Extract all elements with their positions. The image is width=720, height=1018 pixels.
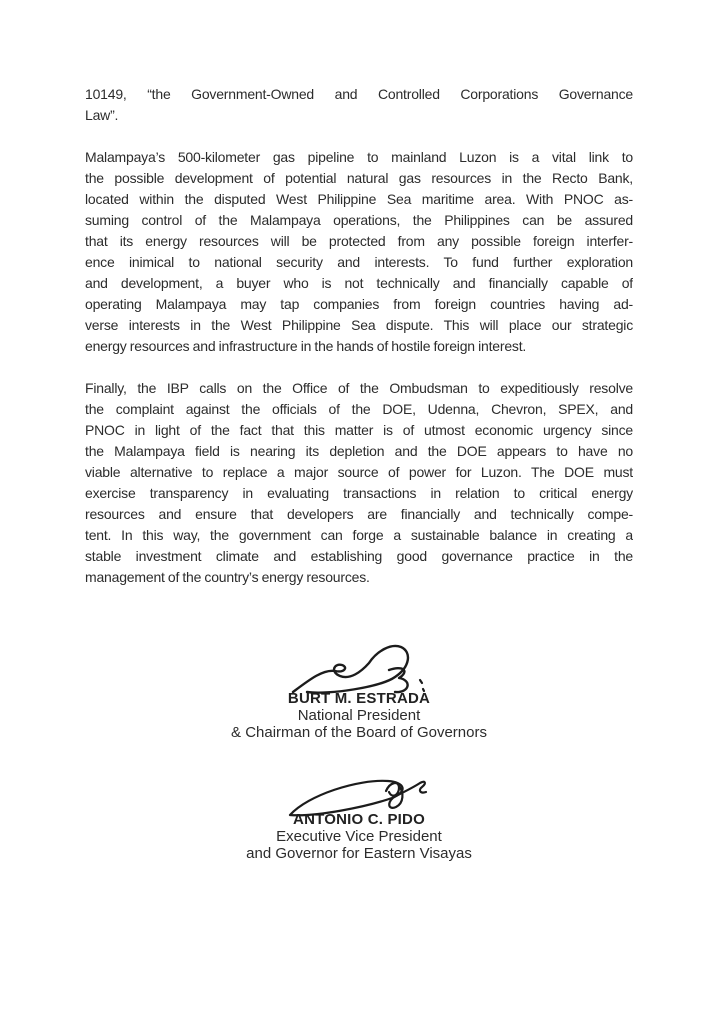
text-line: Law”. bbox=[85, 107, 119, 123]
letter-body bbox=[85, 84, 633, 862]
text-line: Malampaya’s 500-kilometer gas pipeline to mainland Luzon is a vital link to bbox=[85, 149, 633, 165]
text-line: located within the disputed West Philippine Sea maritime area. With PNOC as- bbox=[85, 191, 633, 207]
text-line: suming control of the Malampaya operations, the Philippines can be assured bbox=[85, 212, 633, 228]
signatory-name: BURT M. ESTRADA bbox=[287, 690, 431, 707]
text-line: management of the country’s energy resources. bbox=[85, 569, 370, 585]
text-line: the possible development of potential natural gas resources in the Recto Bank, bbox=[85, 170, 633, 186]
text-line: exercise transparency in evaluating transactions in relation to critical energy bbox=[85, 485, 633, 501]
signatory-title: National President bbox=[297, 707, 421, 724]
text-line: ence inimical to national security and interests. To fund further exploration bbox=[85, 254, 633, 270]
signatory-title: Executive Vice President bbox=[276, 828, 442, 845]
paragraph bbox=[85, 378, 633, 588]
text-line: and development, a buyer who is not technically and financially capable of bbox=[85, 275, 633, 291]
text-line: verse interests in the West Philippine Sea dispute. This will place our strategic bbox=[85, 317, 633, 333]
signatory-title: & Chairman of the Board of Governors bbox=[231, 724, 487, 741]
signatory-title: and Governor for Eastern Visayas bbox=[246, 845, 472, 862]
text-line: resources and ensure that developers are financially and technically compe- bbox=[85, 506, 633, 522]
text-line: operating Malampaya may tap companies from foreign countries having ad- bbox=[85, 296, 633, 312]
signatory-name: ANTONIO C. PIDO bbox=[293, 811, 425, 828]
text-line: PNOC in light of the fact that this matter is of utmost economic urgency since bbox=[85, 422, 633, 438]
text-line: 10149, “the Government-Owned and Controlled Corporations Governance bbox=[85, 86, 633, 102]
paragraphs-container bbox=[85, 84, 633, 588]
text-line: that its energy resources will be protected from any possible foreign interfer- bbox=[85, 233, 633, 249]
text-line: Finally, the IBP calls on the Office of the Ombudsman to expeditiously resolve bbox=[85, 380, 633, 396]
text-line: tent. In this way, the government can forge a sustainable balance in creating a bbox=[85, 527, 633, 543]
paragraph bbox=[85, 84, 633, 126]
text-line: energy resources and infrastructure in the hands of hostile foreign interest. bbox=[85, 338, 527, 354]
signature-block-estrada bbox=[85, 642, 633, 741]
text-line: the Malampaya field is nearing its depletion and the DOE appears to have no bbox=[85, 443, 633, 459]
text-line: stable investment climate and establishing good governance practice in the bbox=[85, 548, 633, 564]
text-line: the complaint against the officials of the DOE, Udenna, Chevron, SPEX, and bbox=[85, 401, 633, 417]
pido-handwritten-signature-icon bbox=[288, 774, 430, 820]
signature-block-pido bbox=[85, 774, 633, 862]
text-line: viable alternative to replace a major source of power for Luzon. The DOE must bbox=[85, 464, 633, 480]
paragraph bbox=[85, 147, 633, 357]
estrada-handwritten-signature-icon bbox=[289, 642, 429, 698]
